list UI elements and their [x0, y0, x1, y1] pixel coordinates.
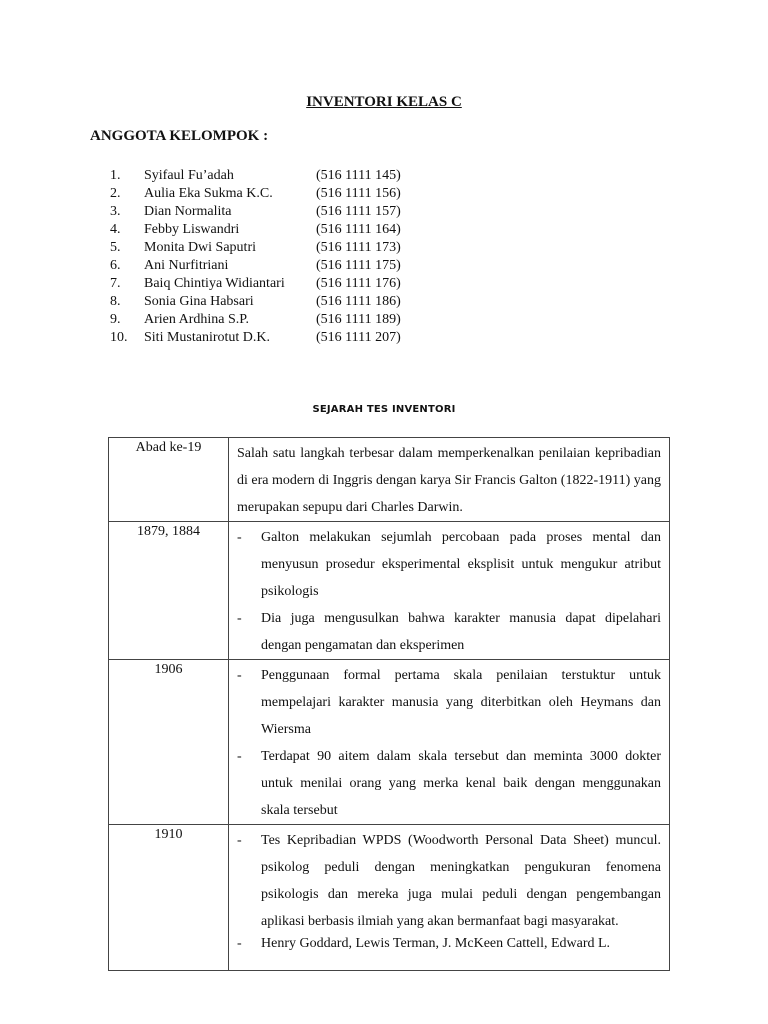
member-name: Baiq Chintiya Widiantari	[144, 276, 285, 291]
list-item	[110, 185, 401, 203]
bullet-mark: -	[237, 749, 242, 764]
member-id: (516 1111 176)	[316, 276, 401, 291]
bullet-text: Henry Goddard, Lewis Terman, J. McKeen Cattell, Edward L.	[261, 936, 611, 951]
list-item	[110, 293, 401, 311]
member-name: Aulia Eka Sukma K.C.	[144, 186, 273, 201]
member-id: (516 1111 189)	[316, 312, 401, 327]
member-id: (516 1111 156)	[316, 186, 401, 201]
members-heading: ANGGOTA KELOMPOK :	[90, 128, 269, 144]
document-title: INVENTORI KELAS C	[306, 94, 462, 110]
table-row	[109, 522, 670, 660]
bullet-mark: -	[237, 833, 242, 848]
member-number: 2.	[110, 186, 121, 201]
list-item	[237, 524, 661, 605]
description-cell	[229, 438, 670, 522]
member-number: 5.	[110, 240, 121, 255]
members-list	[110, 167, 401, 347]
bullet-text: Galton melakukan sejumlah percobaan pada proses mental dan menyusun prosedur eksperimental eksplisit untuk mengukur atribut psikologis	[261, 530, 661, 599]
section-title: SEJARAH TES INVENTORI	[312, 404, 456, 415]
list-item	[237, 605, 661, 659]
bullet-text: Dia juga mengusulkan bahwa karakter manusia dapat dipelahari dengan pengamatan dan eksperimen	[261, 611, 661, 653]
bullet-text: Tes Kepribadian WPDS (Woodworth Personal Data Sheet) muncul. psikolog peduli dengan meningkatkan pengukuran fenomena psikologis dan mereka juga mulai peduli dengan pengembangan aplikasi berbasis ilmiah yang akan bermanfaat bagi masyarakat.	[261, 833, 661, 929]
list-item	[237, 935, 661, 953]
member-name: Arien Ardhina S.P.	[144, 312, 249, 327]
member-name: Dian Normalita	[144, 204, 232, 219]
member-name: Ani Nurfitriani	[144, 258, 229, 273]
list-item	[110, 257, 401, 275]
member-number: 8.	[110, 294, 121, 309]
member-number: 4.	[110, 222, 121, 237]
table-row	[109, 438, 670, 522]
table-row	[109, 660, 670, 825]
member-number: 10.	[110, 330, 128, 345]
member-number: 6.	[110, 258, 121, 273]
member-id: (516 1111 186)	[316, 294, 401, 309]
member-name: Syifaul Fu’adah	[144, 168, 234, 183]
list-item	[110, 203, 401, 221]
member-name: Sonia Gina Habsari	[144, 294, 254, 309]
year-cell: Abad ke-19	[109, 438, 229, 522]
list-item	[110, 329, 401, 347]
list-item	[110, 311, 401, 329]
member-id: (516 1111 207)	[316, 330, 401, 345]
member-id: (516 1111 164)	[316, 222, 401, 237]
year-cell: 1910	[109, 825, 229, 971]
description-cell	[229, 660, 670, 825]
list-item	[110, 221, 401, 239]
description-cell	[229, 522, 670, 660]
list-item	[237, 827, 661, 935]
list-item	[237, 743, 661, 824]
list-item	[110, 239, 401, 257]
list-item	[237, 662, 661, 743]
bullet-mark: -	[237, 668, 242, 683]
member-id: (516 1111 145)	[316, 168, 401, 183]
member-id: (516 1111 157)	[316, 204, 401, 219]
bullet-text: Terdapat 90 aitem dalam skala tersebut dan meminta 3000 dokter untuk menilai orang yang merka kenal baik dengan menggunakan skala tersebut	[261, 749, 661, 818]
member-name: Febby Liswandri	[144, 222, 240, 237]
description-text: Salah satu langkah terbesar dalam memperkenalkan penilaian kepribadian di era modern di Inggris dengan karya Sir Francis Galton (1822-1911) yang merupakan sepupu dari Charles Darwin.	[237, 446, 661, 515]
history-table	[108, 437, 670, 971]
bullet-list	[237, 827, 661, 953]
member-id: (516 1111 175)	[316, 258, 401, 273]
bullet-mark: -	[237, 611, 242, 626]
bullet-list	[237, 524, 661, 659]
year-cell: 1879, 1884	[109, 522, 229, 660]
member-number: 9.	[110, 312, 121, 327]
bullet-mark: -	[237, 530, 242, 545]
list-item	[110, 167, 401, 185]
bullet-list	[237, 662, 661, 824]
bullet-mark: -	[237, 936, 242, 951]
table-row	[109, 825, 670, 971]
member-number: 3.	[110, 204, 121, 219]
list-item	[110, 275, 401, 293]
bullet-text: Penggunaan formal pertama skala penilaian terstuktur untuk mempelajari karakter manusia yang diterbitkan oleh Heymans dan Wiersma	[261, 668, 661, 737]
member-name: Siti Mustanirotut D.K.	[144, 330, 271, 345]
member-id: (516 1111 173)	[316, 240, 401, 255]
description-cell	[229, 825, 670, 971]
member-number: 7.	[110, 276, 121, 291]
member-name: Monita Dwi Saputri	[144, 240, 256, 255]
member-number: 1.	[110, 168, 121, 183]
year-cell: 1906	[109, 660, 229, 825]
